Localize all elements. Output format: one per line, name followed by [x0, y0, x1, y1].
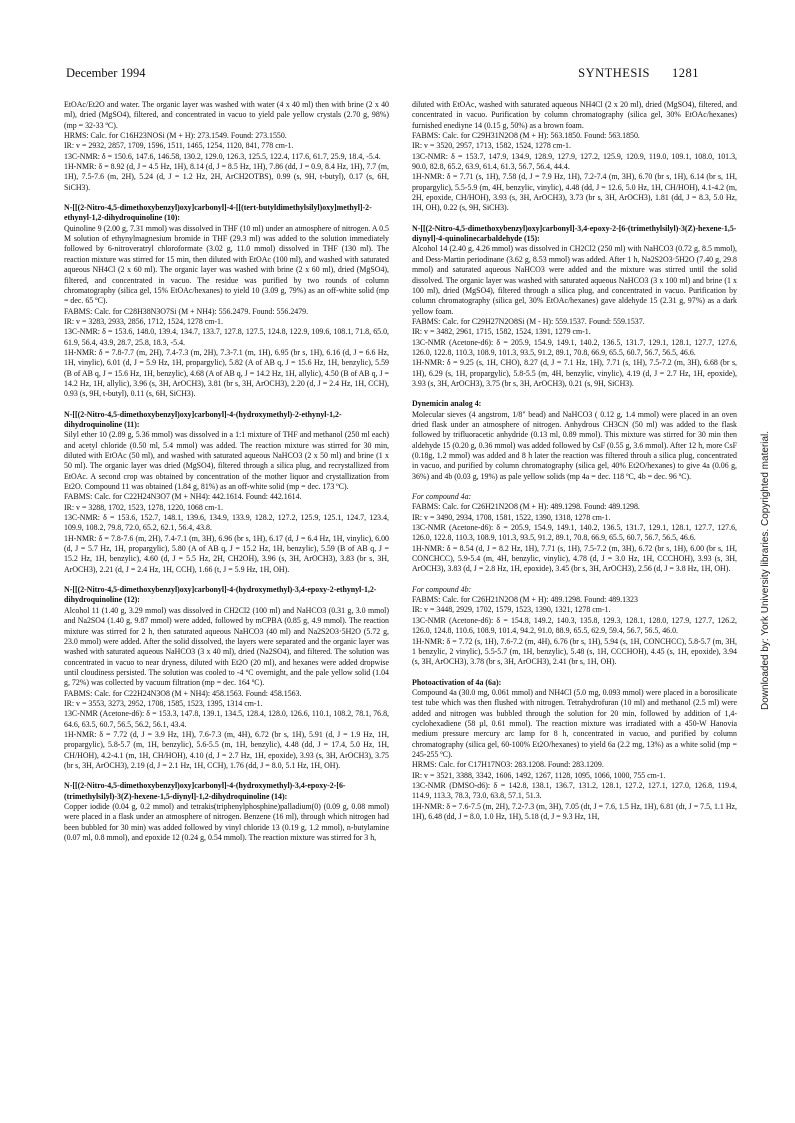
- body-paragraph: IR: v = 3283, 2933, 2856, 1712, 1524, 1278 cm-1.: [64, 316, 223, 326]
- section-heading: Photoactivation of 4a (6a):: [412, 677, 502, 687]
- body-paragraph: FABMS: Calc. for C22H24N3O7 (M + NH4): 442.1614. Found: 442.1614.: [64, 492, 302, 502]
- paragraph-gap: [412, 668, 737, 678]
- paragraph-gap: [412, 389, 737, 399]
- section-heading: N-[[(2-Nitro-4,5-dimethoxybenzyl)oxy]carbonyl]-4-(hydroxymethyl)-3,4-epoxy-2-ethynyl-1,2-dihydroquinoline (12):: [64, 585, 377, 605]
- section-heading: N-[[(2-Nitro-4,5-dimethoxybenzyl)oxy]carbonyl]-4-(hydroxymethyl)-3,4-epoxy-2-[6-(trimethylsilyl)-3(Z)-hexene-1,5-diynyl]-1,2-dihydroquinoline (14):: [64, 781, 346, 801]
- body-paragraph: 1H-NMR: δ = 7.6-7.5 (m, 2H), 7.2-7.3 (m, 3H), 7.05 (dt, J = 7.6, 1.5 Hz, 1H), 6.81 (dt, J = 7.5, 1.1 Hz, 1H), 6.48 (dd, J = 8.0, 1.0 Hz, 1H), 5.18 (d, J = 9.3 Hz, 1H,: [412, 801, 737, 821]
- body-paragraph: FABMS: Calc. for C26H21N2O8 (M + H): 489.1298. Found: 489.1298.: [412, 502, 640, 512]
- body-paragraph: FABMS: Calc. for C29H27N2O8Si (M - H): 559.1537. Found: 559.1537.: [412, 316, 645, 326]
- body-paragraph: IR: v = 3482, 2961, 1715, 1582, 1524, 1391, 1279 cm-1.: [412, 327, 591, 337]
- body-paragraph: Quinoline 9 (2.00 g, 7.31 mmol) was dissolved in THF (10 ml) under an atmosphere of nitrogen. A 0.5 M solution of ethynylmagnesium bromide in THF (29.3 ml) was added to the solution immediately followed by 6-nitroveratryl chloroformate (3.02 g, 11.0 mmol) dissolved in THF (130 ml). The reaction mixture was stirred for 15 min, then diluted with EtOAc (100 ml), and washed with saturated aqueous NH4Cl (2 x 60 ml). The organic layer was washed with brine (2 x 60 ml), dried (MgSO4), filtered, and concentrated in vacuo. The residue was purified by two rounds of column chromatography (silica gel, 15% EtOAc/hexanes) to yield 10 (3.09 g, 79%) as an off-white solid (mp = dec. 65 ºC).: [64, 223, 389, 306]
- body-paragraph: FABMS: Calc. for C26H21N2O8 (M + H): 489.1298. Found: 489.1323: [412, 595, 638, 605]
- paragraph-gap: [412, 214, 737, 224]
- paragraph-gap: [64, 575, 389, 585]
- body-paragraph: 13C-NMR (Acetone-d6): δ = 154.8, 149.2, 140.3, 135.8, 129.3, 128.1, 128.0, 127.9, 127.7, 126.2, 126.0, 124.8, 110.6, 108.9, 101.4, 94.2, 91.0, 88.9, 65.5, 62.9, 59.4, 56.7, 56.5, 46.0.: [412, 615, 737, 636]
- body-paragraph: FABMS: Calc. for C22H24N3O8 (M + NH4): 458.1563. Found: 458.1563.: [64, 688, 302, 698]
- body-paragraph: Silyl ether 10 (2.89 g, 5.36 mmol) was dissolved in a 1:1 mixture of THF and methanol (250 ml each) and acetyl chloride (0.50 ml, 5.4 mmol) was added. The reaction mixture was stirred for 30 min, diluted with EtOAc (50 ml), and washed with saturated aqueous NaHCO3 (2 x 50 ml) and brine (1 x 50 ml). The organic layer was dried (MgSO4), filtered through a silica plug, and recrystallized from EtOAc. A second crop was obtained by concentration of the mother liquor and crystallization from Et2O. Compound 11 was obtained (1.84 g, 81%) as an off-white solid (mp = dec. 173 ºC).: [64, 430, 389, 492]
- body-paragraph: Compound 4a (30.0 mg, 0.061 mmol) and NH4Cl (5.0 mg, 0.093 mmol) were placed in a borosilicate test tube which was then flushed with nitrogen. Tetrahydrofuran (10 ml) and methanol (2.5 ml) were added and nitrogen was bubbled through the solution for 20 min, followed by addition of 1,4-cyclohexadiene (58 µl, 0.61 mmol). The reaction mixture was irradiated with a 450-W Hanovia medium pressure mercury arc lamp for 8 h, concentrated in vacuo, and purified by column chromatography (silica gel, 60-100% Et2O/hexanes) to yield 6a (2.2 mg, 13%) as a white solid (mp = 245-255 ºC).: [412, 687, 737, 759]
- body-paragraph: IR: v = 3553, 3273, 2952, 1708, 1585, 1523, 1395, 1314 cm-1.: [64, 698, 263, 708]
- body-paragraph: 13C-NMR (Acetone-d6): δ = 153.3, 147.8, 139.1, 134.5, 128.4, 128.0, 126.6, 110.1, 108.2, 78.1, 76.8, 64.6, 63.5, 60.7, 56.5, 56.2, 56.1, 43.4.: [64, 709, 389, 729]
- header-journal-page: [578, 66, 699, 81]
- sub-heading: For compound 4b:: [412, 584, 472, 594]
- paragraph-gap: [412, 575, 737, 585]
- body-paragraph: Molecular sieves (4 angstrom, 1/8" bead) and NaHCO3 ( 0.12 g, 1.4 mmol) were placed in an oven dried flask under an atmosphere of nitrogen. Anhydrous CH3CN (50 ml) was added to the flask followed by trifluoracetic anhydride (0.13 ml, 0.89 mmol). This mixture was stirred for 30 min then aldehyde 15 (0.20 g, 0.36 mmol) was added followed by CsF (0.55 g, 3.6 mmol). After 12 h, more CsF (0.18g, 1.2 mmol) was added and 8 h later the reaction was filtered throuh a silica plug, concentrated in vacuo, and purified by column chromatography (silica gel, 40% Et2O/hexanes) to give 4a (0.06 g, 36%) and 4b (0.03 g, 19%) as pale yellow solids (mp 4a = dec. 118 ºC, 4b = dec. 96 ºC).: [412, 409, 738, 481]
- body-paragraph: 13C-NMR: δ = 150.6, 147.6, 146.58, 130.2, 129.0, 126.3, 125.5, 122.4, 117.6, 61.7, 25.9, 18.4, -5.4.: [64, 151, 381, 161]
- body-paragraph: IR: v = 3288, 1702, 1523, 1278, 1220, 1068 cm-1.: [64, 502, 223, 512]
- body-paragraph: 1H-NMR: δ = 7.72 (d, J = 3.9 Hz, 1H), 7.6-7.3 (m, 4H), 6.72 (br s, 1H), 5.91 (d, J = 1.9 Hz, 1H, propargylic), 5.8-5.7 (m, 1H, benzylic), 5.6-5.5 (m, 1H, benzylic), 4.48 (dd, J = 17.4, 5.0 Hz, 1H, CH/HOH), 4.2-4.1 (m, 1H, CH/HOH), 4.10 (d, J = 2.7 Hz, 1H, epoxide), 3.93 (s, 3H, ArOCH3), 3.75 (br s, 3H, ArOCH3), 2.19 (d, J = 2.1 Hz, 1H, CCH), 1.76 (dd, J = 8.0, 5.1 Hz, 1H, OH).: [64, 729, 389, 770]
- body-paragraph: IR: v = 3448, 2929, 1702, 1579, 1523, 1390, 1321, 1278 cm-1.: [412, 605, 611, 615]
- body-paragraph: HRMS: Calc. for C17H17NO3: 283.1208. Found: 283.1209.: [412, 760, 604, 770]
- body-paragraph: 13C-NMR (Acetone-d6): δ = 205.9, 154.9, 149.1, 140.2, 136.5, 131.7, 129.1, 128.1, 127.7, 127.6, 126.0, 122.8, 110.3, 108.9, 101.3, 93.5, 91.2, 89.1, 70.8, 66.9, 65.5, 60.7, 56.7, 56.5, 46.6.: [412, 523, 737, 543]
- section-heading: N-[[(2-Nitro-4,5-dimethoxybenzyl)oxy]carbonyl]-4-(hydroxymethyl)-2-ethynyl-1,2-dihydroquinoline (11):: [64, 409, 342, 429]
- body-paragraph: Alcohol 14 (2.40 g, 4.26 mmol) was dissolved in CH2Cl2 (250 ml) with NaHCO3 (0.72 g, 8.5 mmol), and Dess-Martin periodinane (3.62 g, 8.53 mmol) was added. After 1 h, Na2S2O3·5H2O (7.40 g, 29.8 mmol) and saturated aqueous NaHCO3 were added and the mixture was stirred until the solid dissolved. The organic layer was washed with saturated aqueous NaHCO3 (3 x 100 ml) and brine (1 x 100 ml), dried (MgSO4), filtered through a silica plug, and concentrated in vacuo. Purification by column chromatography (silica gel, 30% EtOAc/hexanes) gave aldehyde 15 (2.31 g, 97%) as a dark yellow foam.: [412, 244, 737, 316]
- body-paragraph: IR: v = 3520, 2957, 1713, 1582, 1524, 1278 cm-1.: [412, 141, 571, 151]
- body-paragraph: IR: v = 2932, 2857, 1709, 1596, 1511, 1465, 1254, 1120, 841, 778 cm-1.: [64, 141, 294, 151]
- header-date: December 1994: [66, 66, 146, 80]
- download-notice: [759, 290, 773, 710]
- body-paragraph: 13C-NMR: δ = 153.7, 147.9, 134.9, 128.9, 127.9, 127.2, 125.9, 120.9, 119.0, 109.1, 108.0, 101.3, 90.0, 82.8, 65.2, 63.9, 61.4, 61.3, 56.7, 56.4, 44.4.: [412, 151, 737, 172]
- body-paragraph: 1H-NMR: δ = 9.25 (s, 1H, CHO), 8.27 (d, J = 7.1 Hz, 1H), 7.71 (s, 1H), 7.5-7.2 (m, 3H), 6.68 (br s, 1H), 6.29 (s, 1H, propargylic), 5.8-5.5 (m, 4H, benzylic, vinylic), 4.19 (d, J = 2.7 Hz, 1H, epoxide), 3.93 (s, 3H, ArOCH3), 3.75 (br s, 3H, ArOCH3), 0.21 (s, 9H, SiCH3).: [412, 358, 737, 388]
- body-paragraph: 13C-NMR: δ = 153.6, 148.0, 139.4, 134.7, 133.7, 127.8, 127.5, 124.8, 122.9, 109.6, 108.1, 71.8, 65.0, 61.9, 56.4, 43.9, 28.7, 25.8, 18.3, -5.4.: [64, 327, 389, 347]
- body-paragraph: 13C-NMR: δ = 153.6, 152.7, 148.1, 139.6, 134.9, 133.9, 128.2, 127.2, 125.9, 125.1, 124.7, 123.4, 109.9, 108.2, 79.8, 72.0, 65.2, 62.1, 56.4, 43.8.: [64, 513, 389, 533]
- sub-heading: For compound 4a:: [412, 492, 472, 502]
- right-column: [412, 100, 737, 822]
- page-number: 1281: [672, 66, 699, 80]
- body-paragraph: diluted with EtOAc, washed with saturated aqueous NH4Cl (2 x 20 ml), dried (MgSO4), filtered, and concentrated in vacuo. Purification by column chromatography (silica gel, 30% EtOAc/hexanes) furnished enediyne 14 (0.15 g, 50%) as a brown foam.: [412, 100, 737, 130]
- paragraph-gap: [64, 771, 389, 781]
- paragraph-gap: [412, 482, 737, 492]
- body-paragraph: 1H-NMR: δ = 7.8-7.6 (m, 2H), 7.4-7.1 (m, 3H), 6.96 (br s, 1H), 6.17 (d, J = 6.4 Hz, 1H, vinylic), 6.00 (d, J = 5.7 Hz, 1H, propargylic), 5.80 (A of AB q, J = 15.2 Hz, 1H, benzylic), 5.59 (B of AB q, J = 15.2 Hz, 1H, benzylic), 4.60 (d, J = 5.5 Hz, 2H, CH2OH), 3.96 (s, 3H, ArOCH3), 3.83 (br s, 3H, ArOCH3), 2.21 (d, J = 2.4 Hz, 1H, CCH), 1.66 (t, J = 5.9 Hz, 1H, OH).: [64, 533, 389, 574]
- body-paragraph: 1H-NMR: δ = 7.8-7.7 (m, 2H), 7.4-7.3 (m, 2H), 7.3-7.1 (m, 1H), 6.95 (br s, 1H), 6.16 (d, J = 6.6 Hz, 1H, vinylic), 6.01 (d, J = 5.9 Hz, 1H, propargylic), 5.82 (A of AB q, J = 15.6 Hz, 1H, benzylic), 5.59 (B of AB q, J = 15.6 Hz, 1H, benzylic), 4.68 (A of AB q, J = 14.2 Hz, 1H, allylic), 4.50 (B of AB q, J = 14.2 Hz, 1H, allylic), 3.96 (s, 3H, ArOCH3), 3.81 (br s, 3H, ArOCH3), 2.20 (d, J = 2.4 Hz, 1H, CCH), 0.93 (s, 9H, t-butyl), 0.11 (s, 6H, SiCH3).: [64, 347, 390, 399]
- body-paragraph: 13C-NMR (Acetone-d6): δ = 205.9, 154.9, 149.1, 140.2, 136.5, 131.7, 129.1, 128.1, 127.7, 127.6, 126.0, 122.8, 110.3, 108.9, 101.3, 93.5, 91.2, 89.1, 70.8, 66.9, 65.5, 60.7, 56.7, 56.5, 46.6.: [412, 337, 737, 357]
- body-paragraph: FABMS: Calc. for C29H31N2O8 (M + H): 563.1850. Found: 563.1850.: [412, 131, 640, 141]
- section-heading: N-[[(2-Nitro-4,5-dimethoxybenzyl)oxy]carbonyl]-4-[[(tert-butyldimethylsilyl)oxy]methyl]-2-ethynyl-1,2-dihydroquinoline (10):: [64, 203, 372, 223]
- download-notice-text: Downloaded by: York University libraries. Copyrighted material.: [760, 430, 771, 710]
- body-paragraph: IR: v = 3490, 2934, 1708, 1581, 1522, 1390, 1318, 1278 cm-1.: [412, 512, 611, 522]
- body-paragraph: 1H-NMR: δ = 8.92 (d, J = 4.5 Hz, 1H), 8.14 (d, J = 8.5 Hz, 1H), 7.86 (dd, J = 0.9, 8.4 Hz, 1H), 7.7 (m, 1H), 7.5-7.6 (m, 2H), 5.24 (d, J = 1.2 Hz, 2H, ArCH2OTBS), 0.99 (s, 9H, t-butyl), 0.17 (s, 6H, SiCH3).: [64, 162, 389, 192]
- body-paragraph: EtOAc/Et2O and water. The organic layer was washed with water (4 x 40 ml) then with brine (2 x 40 ml), dried (MgSO4), filtered, and concentrated in vacuo to yield pale yellow crystals (2.70 g, 98%) (mp = 32-33 ºC).: [64, 100, 389, 130]
- body-paragraph: HRMS: Calc. for C16H23NOSi (M + H): 273.1549. Found: 273.1550.: [64, 131, 287, 141]
- paragraph-gap: [64, 193, 389, 203]
- body-paragraph: 1H-NMR: δ = 7.71 (s, 1H), 7.58 (d, J = 7.9 Hz, 1H), 7.2-7.4 (m, 3H), 6.70 (br s, 1H), 6.14 (br s, 1H, propargylic), 5.5-5.9 (m, 4H, benzylic, vinylic), 4.48 (dd, J = 12.6, 5.0 Hz, 1H, CH/HOH), 4.1-4.2 (m, 2H, epoxide, CH/HOH), 3.93 (s, 3H, ArOCH3), 3.73 (br s, 3H, ArOCH3), 1.81 (dd, J = 8.3, 5.0 Hz, 1H, OH), 0.22 (s, 9H, SiCH3).: [412, 172, 737, 213]
- body-paragraph: FABMS: Calc. for C28H38N3O7Si (M + NH4): 556.2479. Found: 556.2479.: [64, 306, 309, 316]
- body-paragraph: IR: v = 3521, 3388, 3342, 1606, 1492, 1267, 1128, 1095, 1066, 1000, 755 cm-1.: [412, 770, 666, 780]
- body-paragraph: Copper iodide (0.04 g, 0.2 mmol) and tetrakis(triphenylphosphine)palladium(0) (0.09 g, 0.08 mmol) were placed in a flask under an atmosphere of nitrogen. Benzene (16 ml), through which nitrogen had been bubbled for 30 min) was added followed by vinyl chloride 13 (0.19 g, 1.2 mmol), n-butylamine (0.07 ml, 0.8 mmol), and epoxide 12 (0.24 g, 0.54 mmol). The reaction mixture was stirred for 3 h,: [64, 802, 389, 843]
- section-heading: Dynemicin analog 4:: [412, 399, 482, 409]
- body-paragraph: 1H-NMR: δ = 8.54 (d, J = 8.2 Hz, 1H), 7.71 (s, 1H), 7.5-7.2 (m, 3H), 6.72 (br s, 1H), 6.00 (br s, 1H, CONCHCC), 5.9-5.4 (m, 4H, benzylic, vinylic), 4.78 (d, J = 3.0 Hz, 1H, CCCHOH), 3.93 (s, 3H, ArOCH3), 3.83 (d, J = 2.8 Hz, 1H, epoxide), 3.45 (br s, 3H, ArOCH3), 2.56 (d, J = 3.8 Hz, 1H, OH).: [412, 543, 737, 574]
- body-paragraph: Alcohol 11 (1.40 g, 3.29 mmol) was dissolved in CH2Cl2 (100 ml) and NaHCO3 (0.31 g, 3.0 mmol) and Na2SO4 (1.40 g, 9.87 mmol) were added, followed by mCPBA (0.85 g, 4.9 mmol). The reaction mixture was stirred for 2 h, then saturated aqueous NaHCO3 (40 ml) and Na2S2O3·5H2O (5.72 g, 23.0 mmol) were added. After the solid dissolved, the layers were separated and the organic layer was washed with saturated aqueous NaHCO3 (3 x 40 ml), dried (Na2SO4), and filtered. The solution was concentrated in vacuo to near dryness, diluted with Et2O (20 ml), and hexanes were added dropwise until cloudiness persisted. The solution was cooled to -4 ºC overnight, and the pale yellow solid (1.04 g, 72%) was collected by vacuum filtration (mp = dec. 164 ºC).: [64, 605, 389, 688]
- body-paragraph: 1H-NMR: δ = 7.72 (s, 1H), 7.6-7.2 (m, 4H), 6.76 (br s, 1H), 5.94 (s, 1H, CONCHCC), 5.8-5.7 (m, 3H, 1 benzylic, 2 vinylic), 5.5-5.7 (m, 1H, benzylic), 5.48 (s, 1H, CCCHOH), 4.45 (s, 1H, epoxide), 3.94 (s, 3H, ArOCH3), 3.78 (br s, 3H, ArOCH3), 2.41 (br s, 1H, OH).: [412, 636, 737, 667]
- left-column: [64, 100, 389, 843]
- paragraph-gap: [64, 400, 389, 410]
- section-heading: N-[[(2-Nitro-4,5-dimethoxybenzyl)oxy]carbonyl]-3,4-epoxy-2-[6-(trimethylsilyl)-3(Z)-hexene-1,5-diynyl]-4-quinolinecarbaldehyde (15):: [412, 223, 737, 244]
- journal-name: SYNTHESIS: [578, 66, 650, 80]
- body-paragraph: 13C-NMR (DMSO-d6): δ = 142.8, 138.1, 136.7, 131.2, 128.1, 127.2, 127.1, 127.0, 126.8, 119.4, 114.9, 113.3, 78.3, 73.0, 63.8, 57.1, 51.3.: [412, 780, 737, 801]
